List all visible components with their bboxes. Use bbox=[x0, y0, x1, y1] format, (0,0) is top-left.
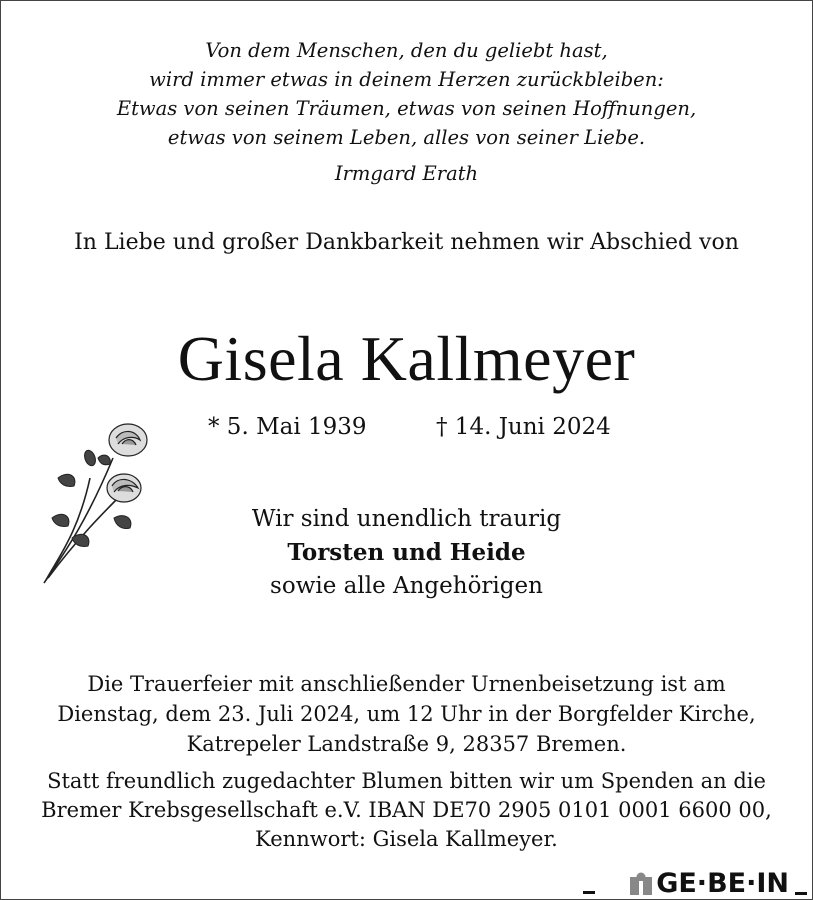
gebein-logo-icon bbox=[630, 871, 652, 895]
death-date: † 14. Juni 2024 bbox=[436, 414, 611, 440]
ceremony-line: Dienstag, dem 23. Juli 2024, um 12 Uhr in der Borgfelder Kirche, bbox=[57, 702, 756, 726]
donation-line: Bremer Krebsgesellschaft e.V. IBAN DE70 2905 0101 0001 6600 00, bbox=[41, 798, 772, 822]
intro-text: In Liebe und großer Dankbarkeit nehmen wir Abschied von bbox=[74, 230, 739, 255]
ceremony-line: Katrepeler Landstraße 9, 28357 Bremen. bbox=[186, 732, 627, 756]
quote-line: etwas von seinem Leben, alles von seiner Liebe. bbox=[167, 126, 646, 149]
mourners-names-text: Torsten und Heide bbox=[287, 539, 526, 566]
quote-line: wird immer etwas in deinem Herzen zurückbleiben: bbox=[149, 68, 664, 91]
ceremony-info bbox=[0, 669, 813, 759]
quote bbox=[0, 36, 813, 152]
quote-line: Von dem Menschen, den du geliebt hast, bbox=[205, 39, 608, 62]
birth-date: * 5. Mai 1939 bbox=[208, 414, 367, 440]
deceased-name: Gisela Kallmeyer bbox=[177, 323, 636, 394]
mourners-line: Wir sind unendlich traurig bbox=[251, 506, 562, 532]
logo-text: GE·BE·IN bbox=[656, 867, 789, 899]
logo-rule-left bbox=[583, 891, 595, 894]
ceremony-line: Die Trauerfeier mit anschließender Urnenbeisetzung ist am bbox=[87, 672, 726, 696]
mourners-names bbox=[0, 536, 813, 570]
donation-line: Statt freundlich zugedachter Blumen bitten wir um Spenden an die bbox=[47, 769, 766, 793]
quote-line: Etwas von seinen Träumen, etwas von seinen Hoffnungen, bbox=[116, 97, 697, 120]
quote-author: Irmgard Erath bbox=[334, 162, 479, 185]
mourners bbox=[0, 503, 813, 603]
logo-rule-right bbox=[795, 892, 807, 895]
gebein-logo bbox=[630, 866, 807, 900]
mourners-line: sowie alle Angehörigen bbox=[270, 573, 543, 599]
donation-info bbox=[0, 767, 813, 854]
donation-line: Kennwort: Gisela Kallmeyer. bbox=[255, 827, 558, 851]
